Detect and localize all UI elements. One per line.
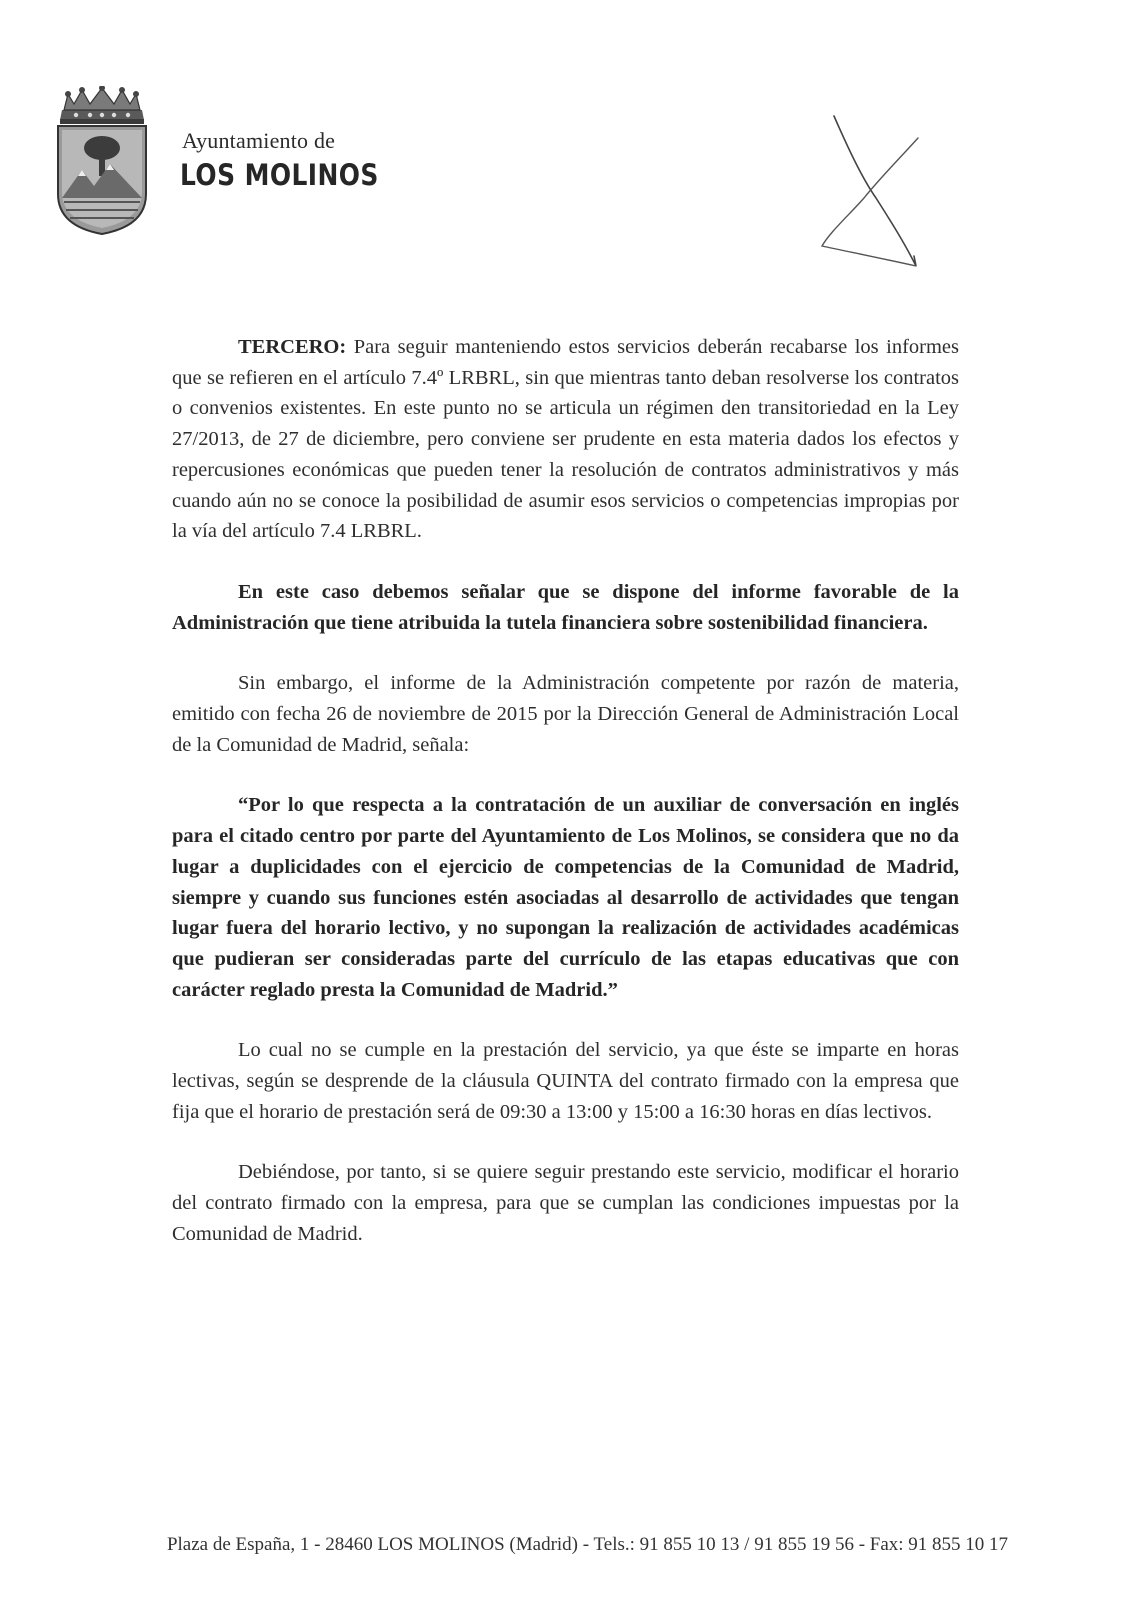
org-name-line2: LOS MOLINOS	[180, 158, 379, 192]
paragraph-sin-embargo: Sin embargo, el informe de la Administración competente por razón de materia, emitido con fecha 26 de noviembre de 2015 por la Dirección General de Administración Local de la Comunidad de Madrid, señala:	[172, 672, 959, 756]
paragraph-lead: TERCERO:	[238, 336, 347, 358]
paragraph-debiendose: Debiéndose, por tanto, si se quiere seguir prestando este servicio, modificar el horario del contrato firmado con la empresa, para que se cumplan las condiciones impuestas por la Comunidad de Madrid.	[172, 1161, 959, 1245]
paragraph-text: Para seguir manteniendo estos servicios deberán recabarse los informes que se refieren en el artículo 7.4º LRBRL, sin que mientras tanto deban resolverse los contratos o convenios existentes. En este punto no se articula un régimen den transitoriedad en la Ley 27/2013, de 27 de diciembre, pero conviene ser prudente en esta materia dados los efectos y repercusiones económicas que pueden tener la resolución de contratos administrativos y más cuando aún no se conoce la posibilidad de asumir esos servicios o competencias impropias por la vía del artículo 7.4 LRBRL.	[172, 336, 959, 543]
paragraph-quote: “Por lo que respecta a la contratación de un auxiliar de conversación en inglés para el citado centro por parte del Ayuntamiento de Los Molinos, se considera que no da lugar a duplicidades con el ejercicio de competencias de la Comunidad de Madrid, siempre y cuando sus funciones estén asociadas al desarrollo de actividades que tengan lugar fuera del horario lectivo, y no supongan la realización de actividades académicas que pudieran ser consideradas parte del currículo de las etapas educativas que con carácter reglado presta la Comunidad de Madrid.”	[172, 794, 959, 1001]
paragraph-tercero	[172, 332, 959, 547]
paragraph-lo-cual: Lo cual no se cumple en la prestación del servicio, ya que éste se imparte en horas lectivas, según se desprende de la cláusula QUINTA del contrato firmado con la empresa que fija que el horario de prestación será de 09:30 a 13:00 y 15:00 a 16:30 horas en días lectivos.	[172, 1039, 959, 1123]
paragraph-informe-favorable: En este caso debemos señalar que se dispone del informe favorable de la Administración que tiene atribuida la tutela financiera sobre sostenibilidad financiera.	[172, 580, 959, 634]
coat-of-arms-icon	[48, 86, 156, 236]
document-body	[172, 332, 959, 1250]
footer-address: Plaza de España, 1 - 28460 LOS MOLINOS (Madrid) - Tels.: 91 855 10 13 / 91 855 19 56 - Fax: 91 855 10 17	[166, 1534, 1009, 1555]
handwritten-mark-icon	[820, 108, 940, 278]
org-name-line1: Ayuntamiento de	[182, 128, 336, 153]
